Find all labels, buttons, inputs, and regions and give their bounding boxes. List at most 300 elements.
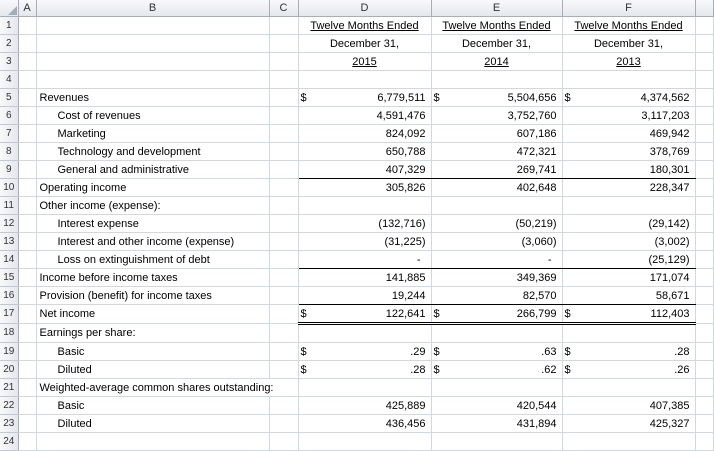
cell-B2[interactable] [36,35,269,53]
cell-G12[interactable] [695,215,713,233]
row-header-13[interactable]: 13 [0,233,18,251]
cell-content [563,180,695,196]
row-header-6[interactable]: 6 [0,107,18,125]
cell-B15[interactable] [36,269,269,287]
cell-B24[interactable] [36,433,269,451]
sheet-row-21 [0,379,713,397]
cell-C8[interactable] [269,143,298,161]
cell-E10[interactable] [431,179,562,197]
cell-content [432,216,562,232]
cell-content [563,252,695,268]
cell-D24[interactable] [298,433,431,451]
cell-G6[interactable] [695,107,713,125]
cell-C13[interactable] [269,233,298,251]
cell-A4[interactable] [18,71,36,89]
cell-value: .28 [674,345,690,358]
cell-F2[interactable] [562,35,695,53]
cell-D10[interactable] [298,179,431,197]
cell-D11[interactable] [298,197,431,215]
cell-F12[interactable] [562,215,695,233]
cell-content [299,234,431,250]
row-header-20[interactable]: 20 [0,361,18,379]
cell-D1[interactable] [298,17,431,35]
line-item-label: Income before income taxes [39,271,178,284]
cell-C23[interactable] [269,415,298,433]
cell-G9[interactable] [695,161,713,179]
cell-G1[interactable] [695,17,713,35]
cell-value: 19,244 [391,289,426,302]
cell-C19[interactable] [269,343,298,361]
cell-E23[interactable] [431,415,562,433]
column-header-f[interactable]: F [562,0,695,17]
cell-E2[interactable] [431,35,562,53]
row-header-19[interactable]: 19 [0,343,18,361]
cell-C24[interactable] [269,433,298,451]
cell-B23[interactable] [36,415,269,433]
cell-value: 122,641 [385,307,426,320]
cell-A9[interactable] [18,161,36,179]
column-header-c[interactable]: C [269,0,298,17]
cell-content [299,144,431,160]
dollar-sign: $ [564,345,571,358]
cell-value: 4,591,476 [376,109,426,122]
cell-C1[interactable] [269,17,298,35]
line-item-label: Interest expense [57,217,139,230]
cell-A3[interactable] [18,53,36,71]
cell-value: 425,889 [385,399,426,412]
cell-B7[interactable] [36,125,269,143]
cell-G14[interactable] [695,251,713,269]
cell-F4[interactable] [562,71,695,89]
cell-content [299,362,431,378]
sheet-row-11 [0,197,713,215]
cell-G24[interactable] [695,433,713,451]
cell-F8[interactable] [562,143,695,161]
cell-A8[interactable] [18,143,36,161]
cell-value: - [547,253,552,266]
sheet-row-5 [0,89,713,107]
cell-value: 4,374,562 [640,91,690,104]
cell-G18[interactable] [695,324,713,343]
cell-content [299,398,431,414]
cell-B6[interactable] [36,107,269,125]
cell-F23[interactable] [562,415,695,433]
cell-D9[interactable] [298,161,431,179]
sheet-row-13 [0,233,713,251]
cell-D8[interactable] [298,143,431,161]
cell-D17[interactable] [298,305,431,324]
cell-value: 472,321 [516,145,557,158]
cell-A23[interactable] [18,415,36,433]
cell-G21[interactable] [695,379,713,397]
cell-content [299,162,431,178]
cell-B16[interactable] [36,287,269,305]
sheet-row-14 [0,251,713,269]
cell-B20[interactable] [36,361,269,379]
cell-E19[interactable] [431,343,562,361]
cell-A2[interactable] [18,35,36,53]
cell-E4[interactable] [431,71,562,89]
cell-value: (29,142) [648,217,690,230]
period-title: Twelve Months Ended [574,19,683,32]
cell-D2[interactable] [298,35,431,53]
sheet-row-1 [0,17,713,35]
cell-F7[interactable] [562,125,695,143]
column-header-d[interactable]: D [298,0,431,17]
cell-B11[interactable] [36,197,269,215]
row-header-16[interactable]: 16 [0,287,18,305]
row-header-12[interactable]: 12 [0,215,18,233]
cell-F13[interactable] [562,233,695,251]
row-header-17[interactable]: 17 [0,305,18,324]
cell-F24[interactable] [562,433,695,451]
line-item-label: Loss on extinguishment of debt [57,253,210,266]
cell-B14[interactable] [36,251,269,269]
cell-value: (25,129) [648,253,690,266]
cell-B4[interactable] [36,71,269,89]
row-header-23[interactable]: 23 [0,415,18,433]
period-subtitle: December 31, [329,37,400,50]
cell-value: 269,741 [516,163,557,176]
cell-value: (31,225) [384,235,426,248]
cell-D3[interactable] [298,53,431,71]
row-header-24[interactable]: 24 [0,433,18,451]
cell-A14[interactable] [18,251,36,269]
cell-F22[interactable] [562,397,695,415]
cell-D7[interactable] [298,125,431,143]
cell-E14[interactable] [431,251,562,269]
row-header-15[interactable]: 15 [0,269,18,287]
cell-E20[interactable] [431,361,562,379]
dollar-sign: $ [433,91,440,104]
cell-C15[interactable] [269,269,298,287]
cell-A19[interactable] [18,343,36,361]
line-item-label: General and administrative [57,163,189,176]
cell-content [563,288,695,304]
cell-C9[interactable] [269,161,298,179]
line-item-label: Weighted-average common shares outstanding: [39,381,274,394]
cell-C20[interactable] [269,361,298,379]
cell-A20[interactable] [18,361,36,379]
cell-content [563,344,695,360]
cell-E5[interactable] [431,89,562,107]
cell-B1[interactable] [36,17,269,35]
column-header-a[interactable]: A [18,0,36,17]
sheet-row-22 [0,397,713,415]
cell-content [432,306,562,322]
cell-G16[interactable] [695,287,713,305]
cell-A11[interactable] [18,197,36,215]
dollar-sign: $ [564,307,571,320]
cell-F18[interactable] [562,324,695,343]
row-header-1[interactable]: 1 [0,17,18,35]
cell-A22[interactable] [18,397,36,415]
cell-G17[interactable] [695,305,713,324]
period-year: 2014 [484,55,509,68]
cell-G8[interactable] [695,143,713,161]
period-title: Twelve Months Ended [442,19,551,32]
cell-D23[interactable] [298,415,431,433]
cell-G4[interactable] [695,71,713,89]
row-header-9[interactable]: 9 [0,161,18,179]
cell-E11[interactable] [431,197,562,215]
cell-content [432,180,562,196]
cell-content [563,216,695,232]
cell-G5[interactable] [695,89,713,107]
cell-G20[interactable] [695,361,713,379]
cell-content [563,90,695,106]
cell-B9[interactable] [36,161,269,179]
cell-G15[interactable] [695,269,713,287]
cell-A1[interactable] [18,17,36,35]
cell-value: 378,769 [649,145,690,158]
cell-value: 180,301 [649,163,690,176]
cell-B17[interactable] [36,305,269,324]
line-item-label: Diluted [57,363,92,376]
cell-A21[interactable] [18,379,36,397]
sheet-row-4 [0,71,713,89]
line-item-label: Technology and development [57,145,201,158]
cell-B22[interactable] [36,397,269,415]
cell-B19[interactable] [36,343,269,361]
cell-content [563,162,695,178]
cell-D21[interactable] [298,379,431,397]
cell-F21[interactable] [562,379,695,397]
cell-E1[interactable] [431,17,562,35]
cell-E17[interactable] [431,305,562,324]
row-header-3[interactable]: 3 [0,53,18,71]
cell-A13[interactable] [18,233,36,251]
cell-D13[interactable] [298,233,431,251]
period-year: 2013 [616,55,641,68]
cell-E21[interactable] [431,379,562,397]
cell-G11[interactable] [695,197,713,215]
cell-value: 141,885 [385,271,426,284]
line-item-label: Cost of revenues [57,109,141,122]
cell-D15[interactable] [298,269,431,287]
cell-E8[interactable] [431,143,562,161]
cell-D22[interactable] [298,397,431,415]
sheet-body [0,17,713,451]
cell-D5[interactable] [298,89,431,107]
cell-D6[interactable] [298,107,431,125]
cell-content [563,144,695,160]
cell-G2[interactable] [695,35,713,53]
sheet-row-18 [0,324,713,343]
line-item-label: Interest and other income (expense) [57,235,235,248]
cell-value: 58,671 [655,289,690,302]
cell-F11[interactable] [562,197,695,215]
cell-A7[interactable] [18,125,36,143]
select-all-corner[interactable] [0,0,18,17]
cell-G10[interactable] [695,179,713,197]
cell-content [432,252,562,268]
sheet-row-24 [0,433,713,451]
cell-F19[interactable] [562,343,695,361]
cell-content [432,398,562,414]
cell-A15[interactable] [18,269,36,287]
row-header-8[interactable]: 8 [0,143,18,161]
row-header-10[interactable]: 10 [0,179,18,197]
cell-D16[interactable] [298,287,431,305]
cell-F6[interactable] [562,107,695,125]
row-header-14[interactable]: 14 [0,251,18,269]
cell-B13[interactable] [36,233,269,251]
cell-F10[interactable] [562,179,695,197]
column-header-row [0,0,713,17]
period-subtitle: December 31, [461,37,532,50]
cell-value: 3,117,203 [641,109,690,122]
cell-content [432,288,562,304]
cell-value: 607,186 [516,127,557,140]
cell-C22[interactable] [269,397,298,415]
cell-value: 6,779,511 [377,91,426,104]
cell-E9[interactable] [431,161,562,179]
cell-E18[interactable] [431,324,562,343]
cell-G19[interactable] [695,343,713,361]
cell-D14[interactable] [298,251,431,269]
cell-C12[interactable] [269,215,298,233]
cell-C14[interactable] [269,251,298,269]
cell-G23[interactable] [695,415,713,433]
dollar-sign: $ [564,363,571,376]
cell-B12[interactable] [36,215,269,233]
cell-D19[interactable] [298,343,431,361]
line-item-label: Revenues [39,91,90,104]
cell-D4[interactable] [298,71,431,89]
cell-B5[interactable] [36,89,269,107]
cell-value: .63 [541,345,557,358]
cell-E15[interactable] [431,269,562,287]
row-header-11[interactable]: 11 [0,197,18,215]
cell-C6[interactable] [269,107,298,125]
cell-D18[interactable] [298,324,431,343]
cell-E12[interactable] [431,215,562,233]
row-header-7[interactable]: 7 [0,125,18,143]
sheet-row-19 [0,343,713,361]
cell-A6[interactable] [18,107,36,125]
period-year: 2015 [352,55,377,68]
cell-B8[interactable] [36,143,269,161]
sheet-row-23 [0,415,713,433]
cell-value: 305,826 [385,181,426,194]
cell-value: 425,327 [649,417,690,430]
cell-C3[interactable] [269,53,298,71]
cell-E24[interactable] [431,433,562,451]
cell-C11[interactable] [269,197,298,215]
cell-value: 402,648 [516,181,557,194]
cell-value: 112,403 [650,307,690,320]
cell-A24[interactable] [18,433,36,451]
cell-C16[interactable] [269,287,298,305]
cell-B10[interactable] [36,179,269,197]
row-header-22[interactable]: 22 [0,397,18,415]
cell-value: .29 [410,345,426,358]
line-item-label: Earnings per share: [39,327,136,339]
column-header-e[interactable]: E [431,0,562,17]
cell-F1[interactable] [562,17,695,35]
cell-C10[interactable] [269,179,298,197]
row-header-18[interactable]: 18 [0,324,18,343]
cell-E13[interactable] [431,233,562,251]
cell-G22[interactable] [695,397,713,415]
line-item-label: Net income [39,308,96,320]
cell-content [563,270,695,286]
cell-A18[interactable] [18,324,36,343]
cell-A16[interactable] [18,287,36,305]
cell-E16[interactable] [431,287,562,305]
cell-G7[interactable] [695,125,713,143]
cell-E22[interactable] [431,397,562,415]
cell-value: 436,456 [385,417,426,430]
cell-A12[interactable] [18,215,36,233]
column-header-b[interactable]: B [36,0,269,17]
row-header-2[interactable]: 2 [0,35,18,53]
sheet-row-15 [0,269,713,287]
dollar-sign: $ [300,91,307,104]
cell-C4[interactable] [269,71,298,89]
cell-content [299,90,431,106]
row-header-21[interactable]: 21 [0,379,18,397]
cell-F15[interactable] [562,269,695,287]
cell-F17[interactable] [562,305,695,324]
cell-A10[interactable] [18,179,36,197]
cell-F9[interactable] [562,161,695,179]
line-item-label: Marketing [57,127,106,140]
line-item-label: Diluted [57,417,92,430]
cell-F14[interactable] [562,251,695,269]
sheet-row-3 [0,53,713,71]
cell-content [432,234,562,250]
cell-E3[interactable] [431,53,562,71]
cell-F20[interactable] [562,361,695,379]
cell-value: .28 [410,363,426,376]
cell-G3[interactable] [695,53,713,71]
column-header-partial[interactable] [695,0,713,17]
cell-G13[interactable] [695,233,713,251]
cell-content [299,126,431,142]
cell-F16[interactable] [562,287,695,305]
cell-A5[interactable] [18,89,36,107]
cell-E7[interactable] [431,125,562,143]
cell-C5[interactable] [269,89,298,107]
cell-B3[interactable] [36,53,269,71]
cell-content [563,306,695,322]
cell-content [563,126,695,142]
cell-D20[interactable] [298,361,431,379]
cell-C7[interactable] [269,125,298,143]
sheet-row-17 [0,305,713,324]
cell-C2[interactable] [269,35,298,53]
cell-F5[interactable] [562,89,695,107]
cell-value: 349,369 [516,271,557,284]
cell-C18[interactable] [269,324,298,343]
row-header-5[interactable]: 5 [0,89,18,107]
cell-B18[interactable] [36,324,269,343]
cell-E6[interactable] [431,107,562,125]
cell-content [563,108,695,124]
cell-C17[interactable] [269,305,298,324]
cell-A17[interactable] [18,305,36,324]
cell-D12[interactable] [298,215,431,233]
cell-content [432,90,562,106]
dollar-sign: $ [300,345,307,358]
cell-B21[interactable] [36,379,298,397]
cell-content [432,162,562,178]
cell-F3[interactable] [562,53,695,71]
row-header-4[interactable]: 4 [0,71,18,89]
cell-content [563,362,695,378]
